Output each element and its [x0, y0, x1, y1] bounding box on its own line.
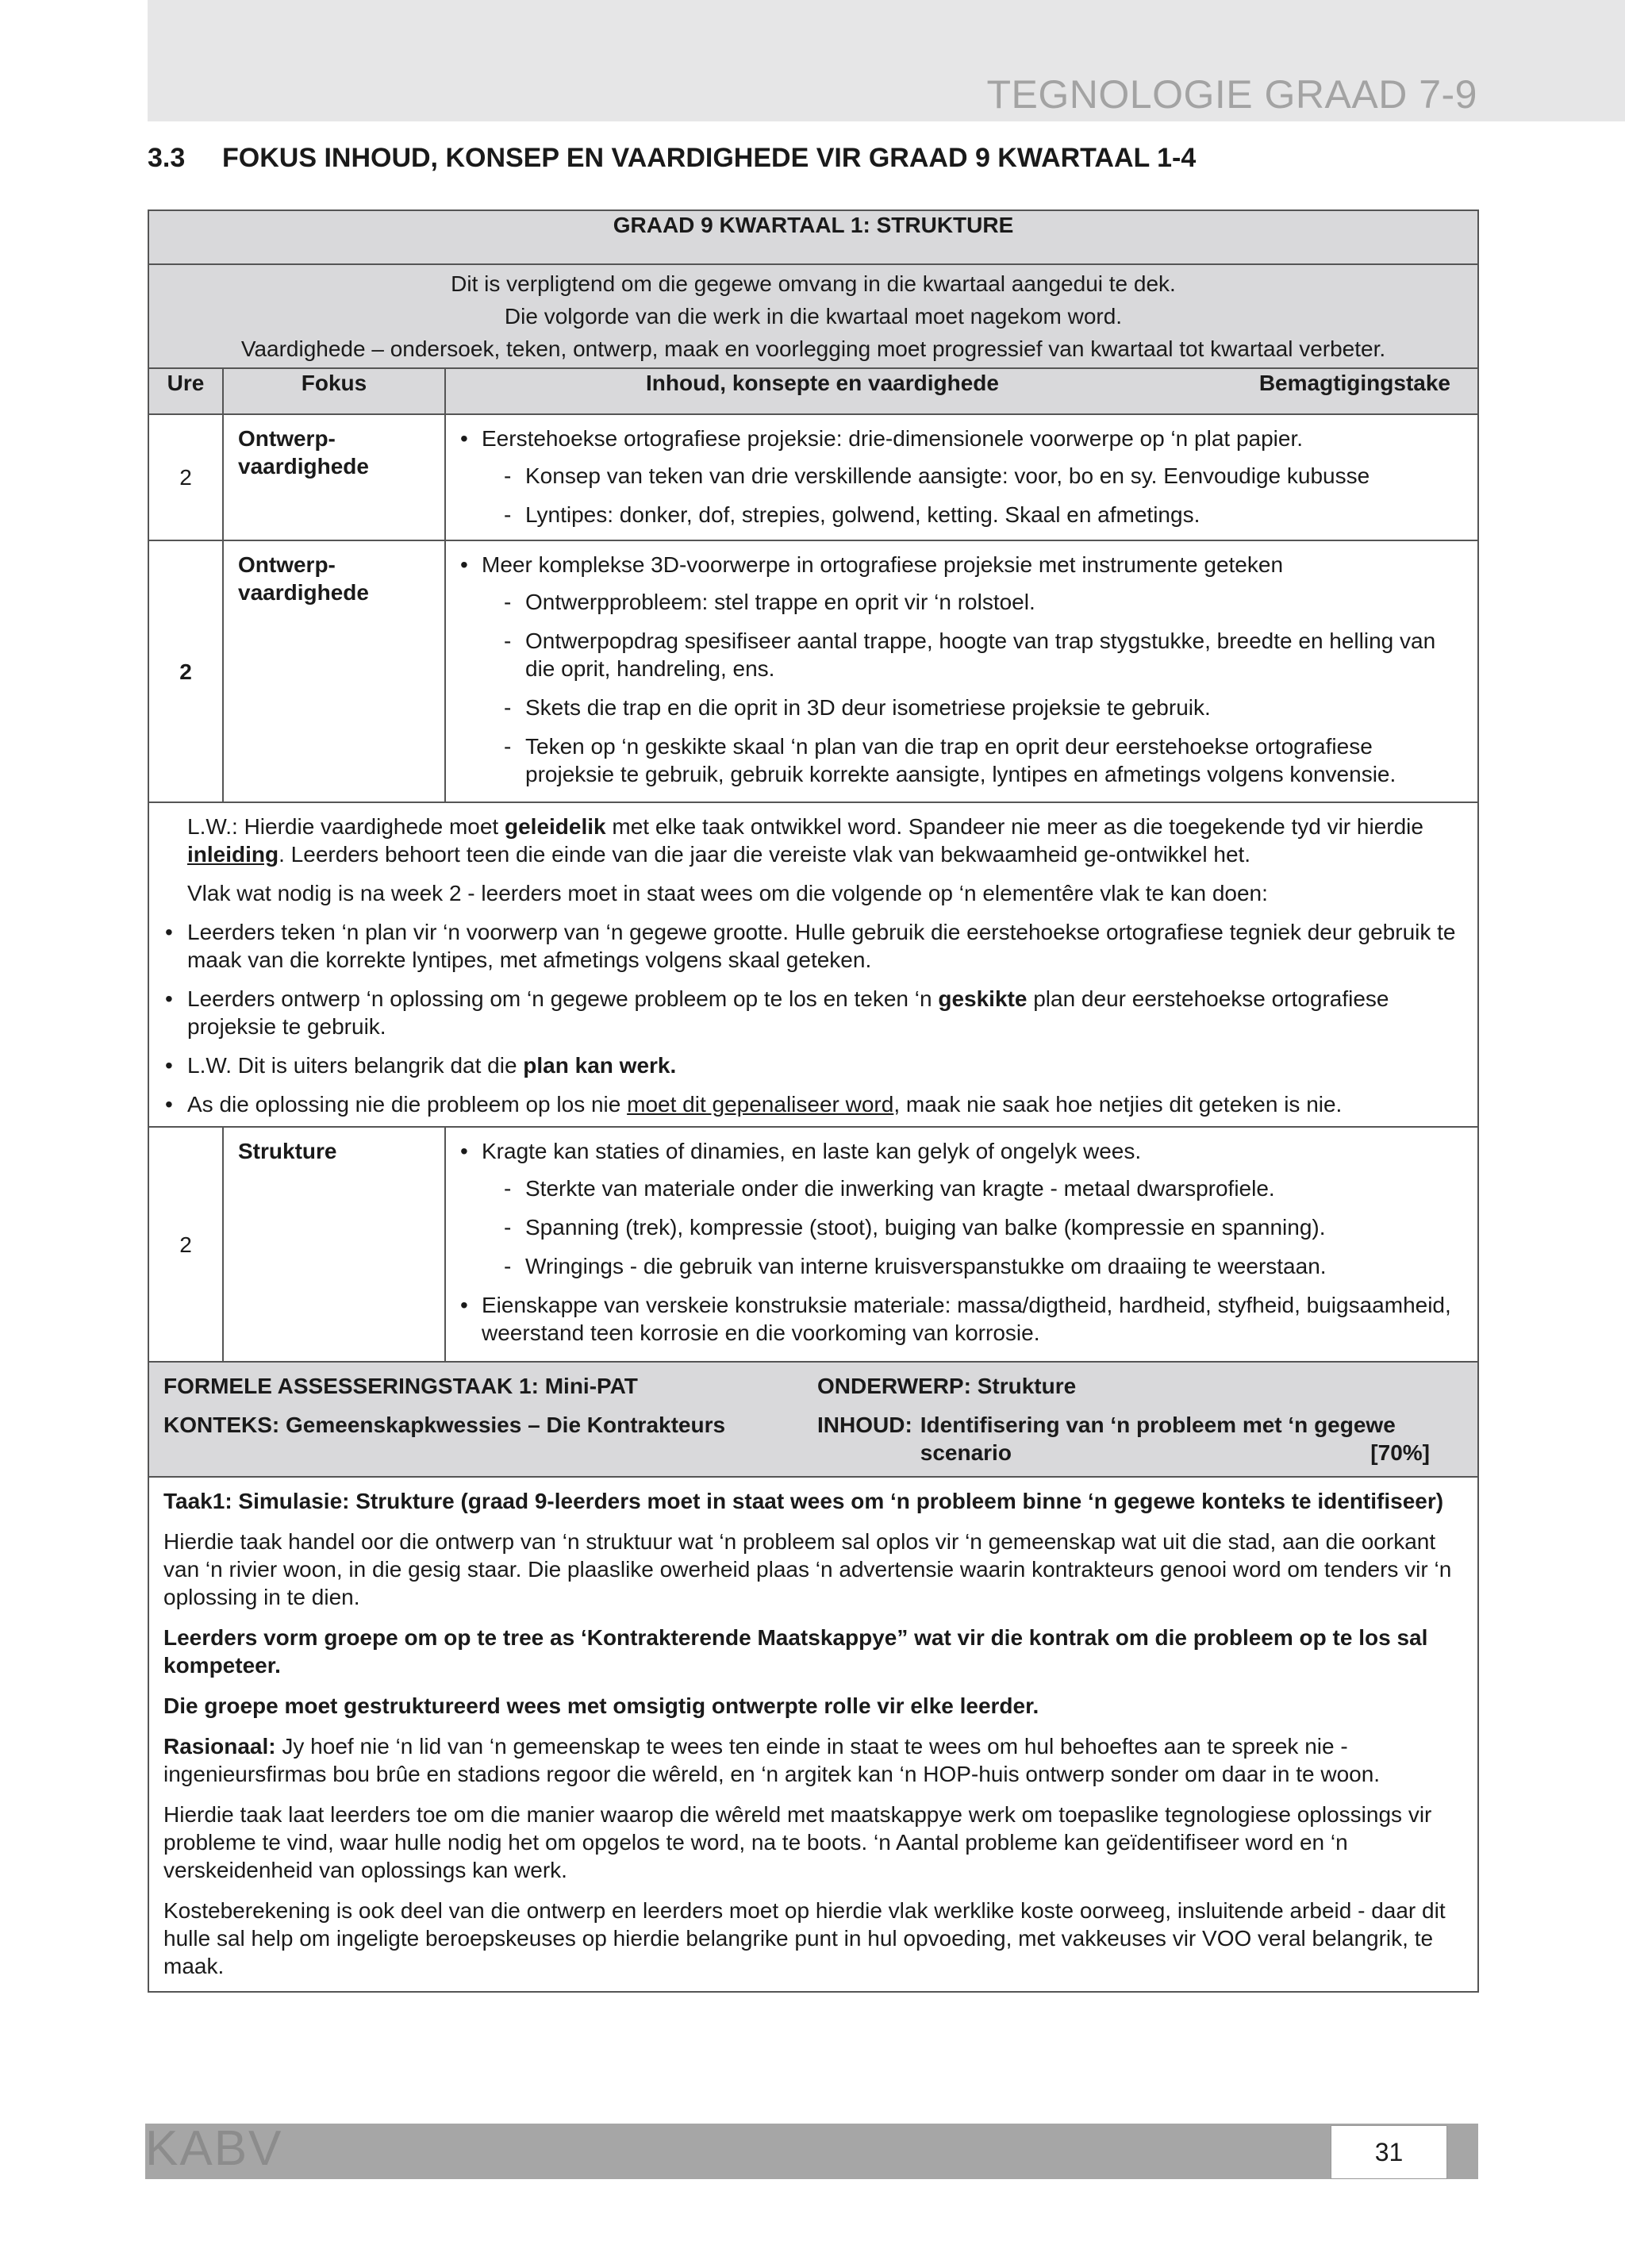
assessment-content-text: scenario [920, 1440, 1012, 1465]
table-row [148, 414, 1478, 540]
hours-cell: 2 [148, 540, 223, 802]
list-item: - Wringings - die gebruik van interne kruisverspanstukke om draaiing te weerstaan. [482, 1252, 1463, 1280]
list-item: - Ontwerpopdrag spesifiseer aantal trappe, hoogte van trap stygstukke, breedte en helling van die oprit, handreling, ens. [482, 627, 1463, 682]
footer-logo: KABV [145, 2121, 283, 2176]
table-intro [148, 264, 1478, 368]
footer-bar [145, 2124, 1478, 2179]
column-header-inhoud-label: Inhoud, konsepte en vaardighede [646, 371, 999, 395]
list-item: - Lyntipes: donker, dof, strepies, golwend, ketting. Skaal en afmetings. [482, 501, 1463, 529]
list-item: - Spanning (trek), kompressie (stoot), buiging van balke (kompressie en spanning). [482, 1213, 1463, 1241]
table-row [148, 540, 1478, 802]
assessment-cell [148, 1362, 1478, 1477]
note-cell [148, 802, 1478, 1127]
list-item: • L.W. Dit is uiters belangrik dat die plan kan werk. [162, 1051, 1465, 1079]
column-header-inhoud [445, 368, 1478, 414]
table-row [148, 1362, 1478, 1477]
list-item: - Konsep van teken van drie verskillende aansigte: voor, bo en sy. Eenvoudige kubusse [482, 462, 1463, 490]
list-item: • Meer komplekse 3D-voorwerpe in ortografiese projeksie met instrumente geteken - Ontwerpprobleem: stel trappe en oprit vir ‘n rolstoel. - Ontwerpopdrag spesifiseer aantal trappe, hoogte van trap stygstukke, breedte en helling van die oprit, handreling, ens. - Skets die trap en die oprit in 3D deur isometriese projeksie te gebruik. - Teken op ‘n geskikte skaal ‘n plan van die trap en oprit deur eerstehoekse ortografiese projeksie te gebruik, gebruik korrekte aansigte, lyntipes en afmetings volgens konvensie. [460, 551, 1463, 788]
task-paragraph: Die groepe moet gestruktureerd wees met omsigtig ontwerpte rolle vir elke leerder. [163, 1693, 1039, 1718]
running-header-title: TEGNOLOGIE GRAAD 7-9 [986, 72, 1477, 117]
content-cell [445, 1127, 1478, 1362]
list-item: • Leerders teken ‘n plan vir ‘n voorwerp van ‘n gegewe grootte. Hulle gebruik die eerstehoekse ortografiese tegniek deur gebruik te maak van die korrekte lyntipes, met afmetings volgens skaal geteken. [162, 918, 1465, 974]
intro-line: Vaardighede – ondersoek, teken, ontwerp, maak en voorlegging moet progressief van kwartaal tot kwartaal verbeter. [240, 336, 1386, 361]
table-row [148, 1477, 1478, 1992]
focus-cell: Ontwerp-vaardighede [223, 414, 445, 540]
assessment-context: KONTEKS: Gemeenskapkwessies – Die Kontrakteurs [163, 1413, 726, 1437]
task-cell [148, 1477, 1478, 1992]
list-item: • Eerstehoekse ortografiese projeksie: drie-dimensionele voorwerpe op ‘n plat papier. - Konsep van teken van drie verskillende aansigte: voor, bo en sy. Eenvoudige kubusse - Lyntipes: donker, dof, strepies, golwend, ketting. Skaal en afmetings. [460, 425, 1463, 529]
list-item: - Ontwerpprobleem: stel trappe en oprit vir ‘n rolstoel. [482, 588, 1463, 616]
page-number: 31 [1331, 2125, 1447, 2179]
table-row [148, 802, 1478, 1127]
hours-cell: 2 [148, 1127, 223, 1362]
list-item: • Kragte kan staties of dinamies, en laste kan gelyk of ongelyk wees. - Sterkte van materiale onder die inwerking van kragte - metaal dwarsprofiele. - Spanning (trek), kompressie (stoot), buiging van balke (kompressie en spanning). - Wringings - die gebruik van interne kruisverspanstukke om draaiing te weerstaan. [460, 1137, 1463, 1280]
task-paragraph: Hierdie taak laat leerders toe om die manier waarop die wêreld met maatskappye werk om toepaslike tegnologiese oplossings vir probleme te vind, waar hulle nodig het om opgelos te word, na te boots. ‘n Aantal probleme kan geïdentifiseer word en ‘n verskeidenheid van oplossings kan werk. [163, 1802, 1432, 1882]
list-item: • As die oplossing nie die probleem op los nie moet dit gepenaliseer word, maak nie saak hoe netjies dit geteken is nie. [162, 1090, 1465, 1118]
task-paragraph: Rasionaal: Jy hoef nie ‘n lid van ‘n gemeenskap te wees ten einde in staat te wees om hul behoeftes aan te spreek nie - ingenieursfirmas bou brûe en stadions regoor die wêreld, en ‘n argitek kan ‘n HOP-huis ontwerp sonder om daar in te woon. [163, 1734, 1381, 1786]
list-item: - Skets die trap en die oprit in 3D deur isometriese projeksie te gebruik. [482, 694, 1463, 721]
assessment-task: FORMELE ASSESSERINGSTAAK 1: Mini-PAT [163, 1374, 638, 1398]
focus-cell: Ontwerp-vaardighede [223, 540, 445, 802]
table-title: GRAAD 9 KWARTAAL 1: STRUKTURE [148, 210, 1478, 264]
section-heading [148, 143, 1196, 174]
curriculum-table [148, 210, 1479, 1993]
content-cell [445, 540, 1478, 802]
section-title: FOKUS INHOUD, KONSEP EN VAARDIGHEDE VIR GRAAD 9 KWARTAAL 1-4 [222, 143, 1197, 173]
task-heading: Taak1: Simulasie: Strukture (graad 9-leerders moet in staat wees om ‘n probleem binne ‘n gegewe konteks te identifiseer) [163, 1489, 1444, 1513]
list-item: - Sterkte van materiale onder die inwerking van kragte - metaal dwarsprofiele. [482, 1174, 1463, 1202]
focus-cell: Strukture [223, 1127, 445, 1362]
column-header-fokus: Fokus [223, 368, 445, 414]
assessment-content [817, 1411, 1463, 1467]
list-item: - Teken op ‘n geskikte skaal ‘n plan van die trap en oprit deur eerstehoekse ortografiese projeksie te gebruik, gebruik korrekte aansigte, lyntipes en afmetings volgens konvensie. [482, 732, 1463, 788]
section-number: 3.3 [148, 143, 186, 173]
task-paragraph: Hierdie taak handel oor die ontwerp van ‘n struktuur wat ‘n probleem sal oplos vir ‘n gemeenskap wat uit die stad, aan die oorkant van ‘n rivier woon, in die gesig staar. Die plaaslike owerheid plaas ‘n advertensie waarin kontrakteurs genooi word om tenders vir ‘n oplossing in te dien. [163, 1529, 1452, 1609]
content-cell [445, 414, 1478, 540]
list-item: • Eienskappe van verskeie konstruksie materiale: massa/digtheid, hardheid, styfheid, buigsaamheid, weerstand teen korrosie en die voorkoming van korrosie. [460, 1291, 1463, 1347]
assessment-topic: ONDERWERP: Strukture [817, 1374, 1077, 1398]
assessment-content-text: Identifisering van ‘n probleem met ‘n gegewe [920, 1413, 1396, 1437]
assessment-content-label: INHOUD: [817, 1413, 912, 1437]
intro-line: Die volgorde van die werk in die kwartaal moet nagekom word. [504, 304, 1123, 329]
assessment-weight: [70%] [1370, 1440, 1430, 1465]
table-row [148, 1127, 1478, 1362]
task-paragraph: Kosteberekening is ook deel van die ontwerp en leerders moet op hierdie vlak werklike koste oorweeg, insluitende arbeid - daar dit hulle sal help om ingeligte beroepskeuses op hierdie belangrike punt in hul opvoeding, met vakkeuses vir VOO veral belangrik, te maak. [163, 1898, 1446, 1978]
list-item: • Leerders ontwerp ‘n oplossing om ‘n gegewe probleem op te los en teken ‘n geskikte plan deur eerstehoekse ortografiese projeksie te gebruik. [162, 985, 1465, 1040]
note-paragraph: Vlak wat nodig is na week 2 - leerders moet in staat wees om die volgende op ‘n elementêre vlak te kan doen: [187, 881, 1268, 905]
task-paragraph: Leerders vorm groepe om op te tree as ‘Kontrakterende Maatskappye” wat vir die kontrak om die probleem op te los sal kompeteer. [163, 1625, 1428, 1678]
hours-cell: 2 [148, 414, 223, 540]
note-paragraph: L.W.: Hierdie vaardighede moet geleidelik met elke taak ontwikkel word. Spandeer nie meer as die toegekende tyd vir hierdie inleiding. Leerders behoort teen die einde van die jaar die vereiste vlak van bekwaamheid ge-ontwikkel het. [187, 814, 1423, 867]
intro-line: Dit is verpligtend om die gegewe omvang in die kwartaal aangedui te dek. [451, 271, 1176, 296]
column-header-bemagtiging: Bemagtigingstake [1258, 371, 1450, 395]
column-header-ure: Ure [148, 368, 223, 414]
